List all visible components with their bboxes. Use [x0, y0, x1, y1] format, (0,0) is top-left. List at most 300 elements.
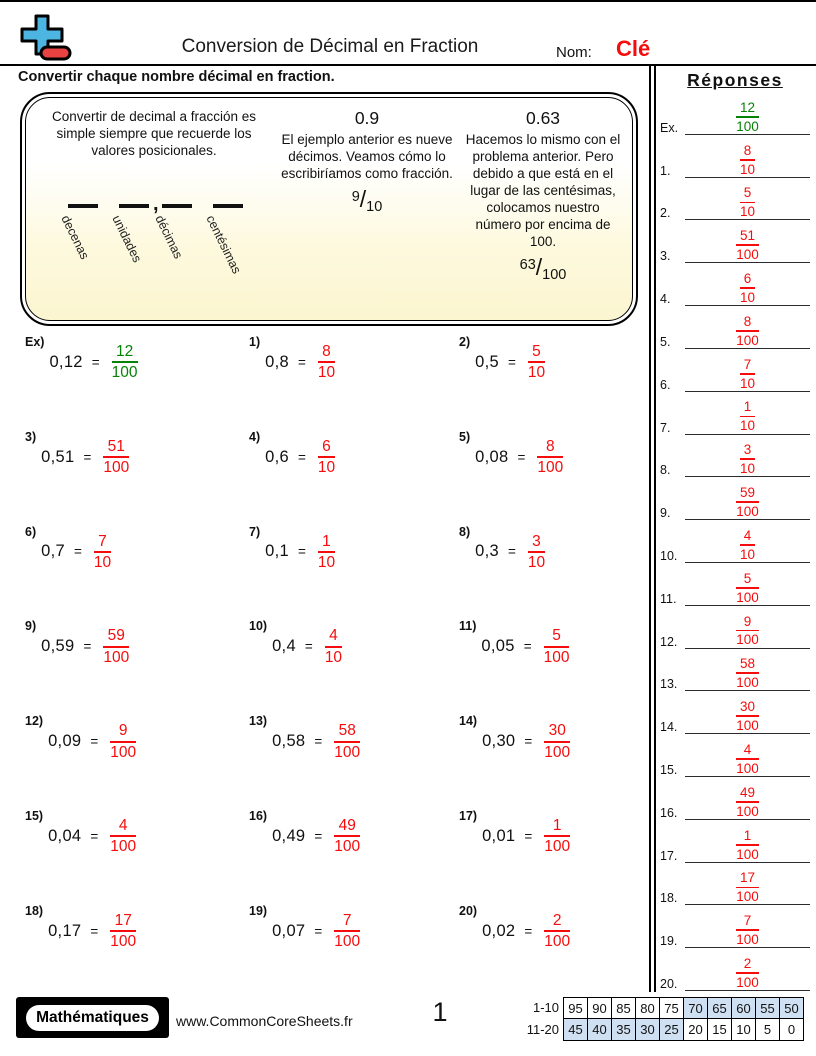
example2-denominator: 100	[542, 267, 567, 283]
problem-item	[16, 330, 240, 425]
problem-number-label: 11)	[459, 619, 477, 634]
score-cell: 15	[707, 1018, 732, 1041]
fraction-denominator: 100	[110, 838, 137, 856]
score-cell: 60	[731, 997, 756, 1019]
fraction-slash: /	[359, 186, 367, 212]
answer-fraction	[737, 185, 758, 219]
answer-row	[658, 477, 810, 520]
answer-row	[658, 220, 810, 263]
fraction-numerator: 1	[743, 827, 752, 843]
fraction-numerator: 5	[532, 343, 541, 360]
problem-body	[272, 722, 363, 761]
fraction-denominator: 100	[736, 718, 759, 734]
answer-row	[658, 263, 810, 306]
fraction-numerator: 5	[743, 185, 752, 201]
problem-decimal: 0,09	[48, 732, 82, 751]
problem-number-label: 16)	[249, 808, 268, 823]
fraction-numerator: 9	[118, 722, 128, 740]
answer-blank-line	[685, 271, 810, 306]
place-value-blank	[202, 204, 244, 276]
problem-item	[16, 804, 240, 899]
problem-body	[48, 722, 139, 761]
problem-number-label: 15)	[25, 808, 44, 823]
answer-fraction	[737, 143, 758, 177]
problem-decimal: 0,12	[49, 352, 83, 371]
problem-body	[475, 438, 566, 477]
place-value-label: décimas	[151, 213, 185, 261]
fraction-numerator: 30	[548, 722, 566, 740]
answer-row	[658, 178, 810, 221]
problem-number-label: 7)	[249, 524, 261, 539]
problem-body	[265, 343, 338, 382]
problem-item	[16, 899, 240, 994]
plus-minus-logo-icon	[14, 12, 72, 69]
fraction-slash: /	[535, 254, 543, 280]
problem-item	[450, 899, 640, 994]
problem-fraction	[315, 533, 338, 572]
problem-fraction	[541, 627, 573, 666]
fraction-bar	[334, 930, 360, 932]
score-cell: 45	[563, 1018, 588, 1041]
equals-sign: =	[90, 734, 99, 750]
fraction-bar	[110, 930, 136, 932]
instruction-left-text: Convertir de decimal a fracción es simple siempre que recuerde los valores posicionales.	[51, 109, 257, 158]
problem-fraction	[91, 533, 114, 572]
answer-fraction	[733, 699, 762, 733]
fraction-denominator: 100	[110, 933, 137, 951]
problem-fraction	[525, 533, 548, 572]
problem-body	[41, 627, 132, 666]
fraction-numerator: 3	[532, 532, 541, 550]
fraction-denominator: 10	[739, 161, 756, 177]
example1-numerator: 9	[351, 189, 360, 205]
problem-item	[16, 709, 240, 804]
fraction-bar	[736, 801, 759, 803]
equals-sign: =	[524, 923, 533, 939]
fraction-numerator: 1	[322, 532, 331, 550]
problem-number-label: 17)	[459, 808, 478, 823]
problem-decimal: 0,3	[475, 542, 499, 561]
equals-sign: =	[83, 449, 92, 465]
fraction-bar	[537, 456, 563, 458]
answer-row	[658, 863, 810, 906]
fraction-numerator: 59	[107, 627, 125, 645]
problem-decimal: 0,5	[475, 352, 499, 371]
score-table	[522, 997, 804, 1041]
fraction-bar	[736, 715, 759, 717]
problem-item	[240, 709, 450, 804]
problem-item	[240, 520, 450, 615]
problem-item	[16, 425, 240, 520]
answer-number-label: 1.	[660, 163, 671, 178]
example2-fraction	[464, 254, 622, 281]
fraction-numerator: 8	[545, 437, 555, 455]
answer-blank-line	[685, 785, 810, 820]
directions-text: Convertir chaque nombre décimal en fraction.	[18, 69, 335, 85]
instruction-box-inner	[25, 97, 633, 321]
problem-decimal: 0,01	[482, 826, 516, 845]
score-cell: 65	[707, 997, 732, 1019]
score-range-label: 11-20	[526, 1022, 559, 1037]
problem-fraction	[107, 912, 139, 951]
problem-body	[475, 343, 548, 382]
problem-fraction	[100, 438, 132, 477]
fraction-denominator: 100	[103, 459, 130, 477]
fraction-denominator: 100	[334, 933, 361, 951]
fraction-numerator: 51	[107, 437, 125, 455]
score-cell: 50	[779, 997, 804, 1019]
score-cell: 35	[611, 1018, 636, 1041]
answer-fraction	[733, 656, 762, 690]
problem-fraction	[107, 722, 139, 761]
fraction-denominator: 10	[527, 364, 546, 382]
answer-fraction	[733, 828, 762, 862]
fraction-denominator: 100	[736, 332, 759, 348]
answers-list	[658, 92, 810, 991]
score-cell: 25	[659, 1018, 684, 1041]
fraction-numerator: 8	[322, 343, 331, 360]
fraction-denominator: 10	[317, 553, 336, 571]
example1-denominator: 10	[366, 199, 383, 215]
problem-number-label: 20)	[459, 903, 478, 918]
example1-text: El ejemplo anterior es nueve décimos. Veamos cómo lo escribiríamos como fracción.	[281, 132, 453, 181]
problem-fraction	[525, 343, 548, 382]
fraction-bar	[736, 244, 759, 246]
fraction-bar	[736, 758, 759, 760]
fraction-bar	[544, 741, 570, 743]
fraction-denominator: 10	[739, 204, 756, 220]
problem-decimal: 0,30	[482, 732, 516, 751]
answer-blank-line	[685, 357, 810, 392]
fraction-denominator: 10	[739, 461, 756, 477]
score-cell: 75	[659, 997, 684, 1019]
problem-body	[48, 817, 139, 856]
brand-pill: Mathématiques	[26, 1005, 159, 1031]
fraction-denominator: 10	[317, 459, 336, 477]
answer-blank-line	[685, 399, 810, 434]
fraction-denominator: 100	[736, 632, 759, 648]
instruction-box	[20, 92, 638, 326]
problem-body	[41, 438, 132, 477]
fraction-bar	[528, 361, 545, 363]
fraction-numerator: 5	[552, 627, 561, 645]
answer-fraction	[733, 228, 762, 262]
fraction-numerator: 8	[743, 313, 752, 329]
answer-blank-line	[685, 656, 810, 691]
fraction-denominator: 100	[110, 743, 137, 761]
name-value: Clé	[616, 36, 651, 61]
answer-number-label: 4.	[660, 292, 671, 307]
answer-fraction	[737, 357, 758, 391]
equals-sign: =	[297, 354, 306, 370]
problem-fraction	[541, 817, 573, 856]
fraction-numerator: 5	[743, 570, 752, 586]
problem-body	[272, 912, 363, 951]
problem-body	[49, 343, 140, 382]
answer-row	[658, 563, 810, 606]
fraction-denominator: 100	[736, 675, 759, 691]
equals-sign: =	[517, 449, 526, 465]
fraction-bar	[736, 630, 759, 632]
place-value-label: unidades	[109, 213, 145, 265]
fraction-numerator: 4	[118, 816, 128, 834]
answer-number-label: 17.	[660, 848, 678, 863]
fraction-denominator: 100	[544, 933, 571, 951]
page-title: Conversion de Décimal en Fraction	[181, 36, 479, 57]
score-row	[522, 1019, 804, 1041]
answer-row	[658, 649, 810, 692]
answer-fraction	[733, 870, 762, 904]
fraction-numerator: 3	[743, 442, 752, 458]
problem-body	[482, 817, 573, 856]
fraction-denominator: 10	[739, 418, 756, 434]
problem-decimal: 0,51	[41, 447, 75, 466]
name-label: Nom:	[556, 44, 592, 61]
fraction-numerator: 12	[739, 99, 756, 115]
equals-sign: =	[314, 923, 323, 939]
fraction-denominator: 100	[736, 932, 759, 948]
answer-blank-line	[685, 614, 810, 649]
answer-blank-line	[685, 100, 810, 135]
fraction-numerator: 1	[552, 816, 562, 834]
problem-decimal: 0,1	[265, 542, 289, 561]
fraction-denominator: 100	[544, 838, 571, 856]
answer-blank-line	[685, 699, 810, 734]
fraction-denominator: 100	[736, 589, 759, 605]
fraction-numerator: 4	[329, 627, 338, 645]
score-cell: 10	[731, 1018, 756, 1041]
fraction-numerator: 30	[739, 699, 756, 715]
example1-heading: 0.9	[354, 108, 380, 128]
problem-number-label: 6)	[25, 524, 37, 539]
equals-sign: =	[73, 544, 82, 560]
answer-row	[658, 691, 810, 734]
equals-sign: =	[507, 544, 516, 560]
answer-fraction	[733, 314, 762, 348]
fraction-denominator: 100	[736, 504, 759, 520]
answer-number-label: 8.	[660, 463, 671, 478]
problem-number-label: 18)	[25, 903, 44, 918]
fraction-numerator: 7	[743, 913, 752, 929]
fraction-numerator: 6	[743, 271, 752, 287]
fraction-bar	[318, 361, 335, 363]
answer-blank-line	[685, 528, 810, 563]
website-url: www.CommonCoreSheets.fr	[176, 1013, 353, 1029]
problem-number-label: Ex)	[25, 335, 45, 349]
answer-blank-line	[685, 143, 810, 178]
fraction-numerator: 4	[743, 527, 752, 543]
problem-body	[272, 817, 363, 856]
answer-row	[658, 306, 810, 349]
score-cell: 55	[755, 997, 780, 1019]
problem-decimal: 0,49	[272, 826, 306, 845]
fraction-denominator: 10	[93, 553, 112, 571]
answer-fraction	[733, 614, 762, 648]
fraction-bar	[736, 501, 759, 503]
answer-fraction	[733, 100, 762, 134]
score-cell: 30	[635, 1018, 660, 1041]
answer-fraction	[737, 442, 758, 476]
fraction-numerator: 2	[552, 911, 562, 929]
answer-blank-line	[685, 913, 810, 948]
fraction-numerator: 4	[743, 741, 752, 757]
answer-number-label: Ex.	[660, 120, 679, 135]
problem-number-label: 13)	[249, 714, 268, 729]
answer-number-label: 19.	[660, 934, 678, 949]
fraction-bar	[736, 887, 759, 889]
example2-numerator: 63	[519, 257, 536, 273]
fraction-bar	[740, 373, 755, 375]
answer-blank-line	[685, 956, 810, 991]
problem-fraction	[331, 912, 363, 951]
problem-decimal: 0,17	[48, 921, 82, 940]
fraction-numerator: 7	[743, 356, 752, 372]
answer-number-label: 5.	[660, 334, 671, 349]
problem-fraction	[100, 627, 132, 666]
equals-sign: =	[314, 828, 323, 844]
fraction-bar	[103, 646, 129, 648]
fraction-denominator: 100	[736, 803, 759, 819]
answer-fraction	[733, 742, 762, 776]
fraction-bar	[740, 159, 755, 161]
problem-item	[450, 425, 640, 520]
problem-fraction	[541, 912, 573, 951]
fraction-numerator: 51	[739, 228, 756, 244]
score-cell: 95	[563, 997, 588, 1019]
answer-blank-line	[685, 828, 810, 863]
fraction-denominator: 10	[324, 648, 343, 666]
fraction-bar	[103, 456, 129, 458]
problem-item	[450, 614, 640, 709]
fraction-bar	[740, 416, 755, 418]
problem-decimal: 0,07	[272, 921, 306, 940]
problem-item	[450, 520, 640, 615]
answer-fraction	[733, 785, 762, 819]
problem-number-label: 4)	[249, 429, 261, 444]
fraction-numerator: 1	[743, 399, 752, 415]
answer-blank-line	[685, 870, 810, 905]
answer-number-label: 7.	[660, 420, 671, 435]
fraction-bar	[736, 929, 759, 931]
problem-decimal: 0,08	[475, 447, 509, 466]
fraction-denominator: 100	[111, 364, 138, 382]
problem-body	[481, 627, 572, 666]
problem-item	[240, 614, 450, 709]
place-value-blank	[151, 204, 192, 261]
fraction-bar	[318, 456, 335, 458]
problem-fraction	[109, 343, 141, 382]
fraction-bar	[112, 361, 138, 363]
answer-number-label: 9.	[660, 506, 671, 521]
fraction-numerator: 17	[739, 870, 756, 886]
fraction-numerator: 6	[322, 437, 331, 455]
problem-number-label: 1)	[249, 335, 261, 349]
fraction-bar	[110, 835, 136, 837]
fraction-numerator: 7	[98, 532, 107, 550]
score-cell: 0	[779, 1018, 804, 1041]
problem-decimal: 0,58	[272, 732, 306, 751]
score-cell: 85	[611, 997, 636, 1019]
problem-decimal: 0,6	[265, 447, 289, 466]
fraction-bar	[736, 672, 759, 674]
problem-number-label: 2)	[459, 335, 471, 349]
equals-sign: =	[304, 639, 313, 655]
answer-fraction	[733, 913, 762, 947]
fraction-denominator: 100	[537, 459, 564, 477]
fraction-denominator: 100	[334, 838, 361, 856]
score-cell: 70	[683, 997, 708, 1019]
answer-fraction	[737, 399, 758, 433]
fraction-denominator: 10	[317, 364, 336, 382]
fraction-numerator: 49	[739, 784, 756, 800]
fraction-numerator: 8	[743, 142, 752, 158]
equals-sign: =	[90, 923, 99, 939]
problem-fraction	[315, 343, 338, 382]
score-cell: 5	[755, 1018, 780, 1041]
answer-fraction	[733, 571, 762, 605]
fraction-bar	[740, 202, 755, 204]
place-value-blank	[58, 204, 98, 262]
answer-row	[658, 948, 810, 991]
fraction-bar	[94, 551, 111, 553]
problem-body	[265, 533, 338, 572]
problem-item	[240, 899, 450, 994]
fraction-bar	[740, 287, 755, 289]
equals-sign: =	[524, 828, 533, 844]
fraction-numerator: 2	[743, 956, 752, 972]
problem-number-label: 10)	[249, 619, 268, 634]
answer-number-label: 10.	[660, 548, 678, 563]
answer-row	[658, 520, 810, 563]
place-value-row	[58, 193, 270, 276]
problem-decimal: 0,8	[265, 352, 289, 371]
problem-fraction	[541, 722, 573, 761]
example2-text: Hacemos lo mismo con el problema anterior. Pero debido a que está en el lugar de las centésimas, colocamos nuestro número por encima de 100.	[465, 132, 621, 249]
problem-item	[240, 330, 450, 425]
header-divider	[0, 64, 816, 66]
fraction-numerator: 12	[115, 343, 134, 360]
fraction-denominator: 100	[544, 743, 571, 761]
problem-decimal: 0,04	[48, 826, 82, 845]
place-value-label: decenas	[58, 213, 92, 262]
fraction-bar	[528, 551, 545, 553]
fraction-bar	[110, 741, 136, 743]
fraction-bar	[334, 741, 360, 743]
answer-row	[658, 435, 810, 478]
fraction-bar	[736, 330, 759, 332]
problem-decimal: 0,02	[482, 921, 516, 940]
problem-fraction	[315, 438, 338, 477]
problem-number-label: 19)	[249, 903, 268, 918]
fraction-denominator: 100	[736, 846, 759, 862]
problem-body	[482, 722, 573, 761]
problem-body	[475, 533, 548, 572]
decimal-comma: ,	[153, 193, 159, 215]
answer-blank-line	[685, 442, 810, 477]
equals-sign: =	[83, 639, 92, 655]
score-cell: 20	[683, 1018, 708, 1041]
answer-blank-line	[685, 228, 810, 263]
answer-number-label: 15.	[660, 763, 678, 777]
answer-row	[658, 905, 810, 948]
problem-fraction	[107, 817, 139, 856]
answer-row	[658, 392, 810, 435]
answer-number-label: 6.	[660, 377, 671, 392]
place-value-blank	[109, 204, 149, 265]
equals-sign: =	[297, 449, 306, 465]
answer-fraction	[737, 271, 758, 305]
answer-blank-line	[685, 742, 810, 777]
